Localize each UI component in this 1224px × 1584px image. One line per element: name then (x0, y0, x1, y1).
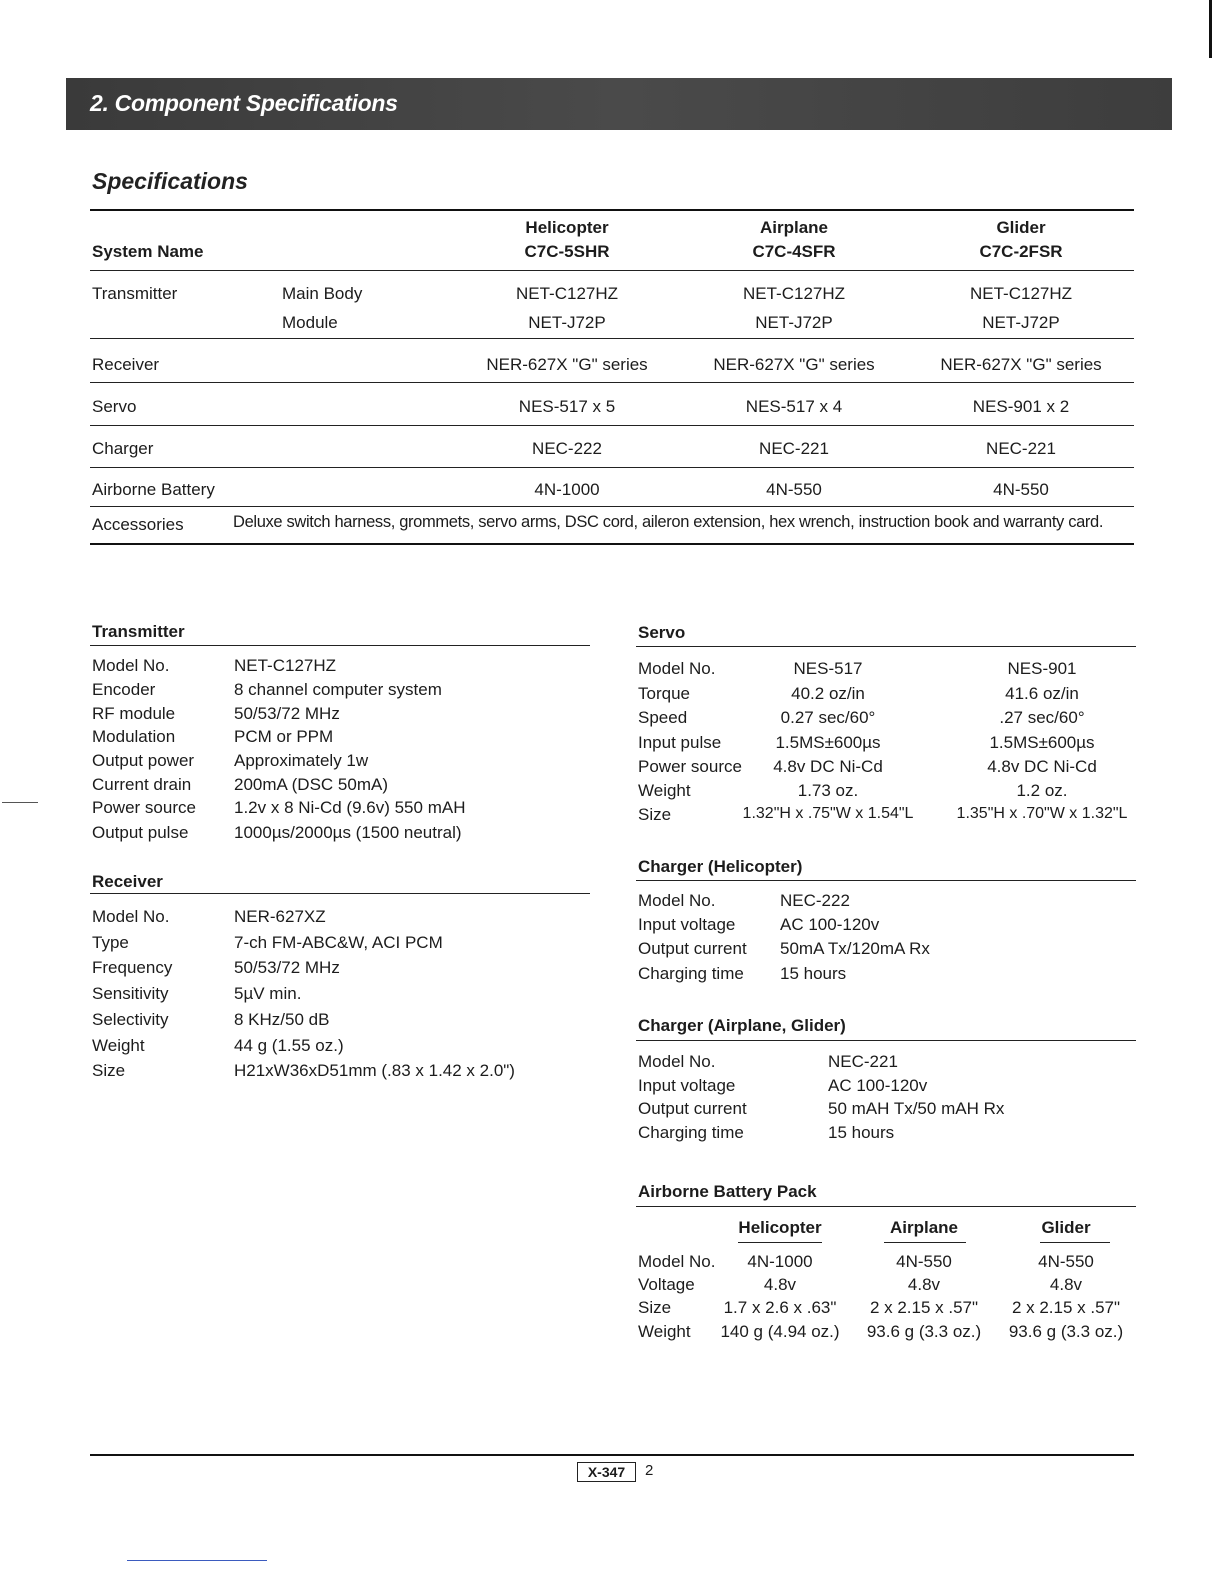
col-model-airplane: C7C-4SFR (752, 242, 836, 261)
spec-label: Weight (638, 781, 691, 800)
spec-value: 2 x 2.15 x .57" (869, 1298, 979, 1317)
spec-value: 1.5MS±600µs (775, 733, 881, 752)
table-row-sublabel: Main Body (282, 284, 363, 303)
table-row-label: Transmitter (92, 284, 178, 303)
spec-label: Model No. (638, 1052, 716, 1071)
spec-value: NES-901 (1007, 659, 1077, 678)
table-cell: NET-J72P (755, 313, 833, 332)
table-cell: 4N-1000 (534, 480, 600, 499)
servo-title: Servo (638, 623, 686, 642)
battery-col-glider: Glider (1041, 1218, 1091, 1237)
spec-value: 50 mAH Tx/50 mAH Rx (828, 1099, 1005, 1118)
spec-value: NET-C127HZ (234, 656, 337, 675)
table-rule (90, 338, 1134, 339)
spec-value: Approximately 1w (234, 751, 369, 770)
spec-label: Type (92, 933, 129, 952)
spec-value: 41.6 oz/in (1005, 684, 1079, 703)
table-cell: 4N-550 (993, 480, 1049, 499)
spec-value: 15 hours (828, 1123, 895, 1142)
spec-value: 50/53/72 MHz (234, 958, 340, 977)
spec-label: Input pulse (638, 733, 722, 752)
col-type-glider: Glider (996, 218, 1046, 237)
spec-value: 1.2 oz. (1016, 781, 1068, 800)
spec-value: 8 KHz/50 dB (234, 1010, 330, 1029)
spec-label: Model No. (92, 656, 170, 675)
spec-label: Model No. (638, 1252, 716, 1271)
table-cell: NES-901 x 2 (972, 397, 1070, 416)
table-row-label: Charger (92, 439, 154, 458)
table-row-label: Airborne Battery (92, 480, 215, 499)
spec-value: .27 sec/60° (999, 708, 1085, 727)
spec-label: Current drain (92, 775, 192, 794)
spec-value: 93.6 g (3.3 oz.) (866, 1322, 982, 1341)
table-cell: NER-627X "G" series (486, 355, 648, 374)
col-model-glider: C7C-2FSR (979, 242, 1063, 261)
table-cell: NES-517 x 4 (745, 397, 843, 416)
spec-value: 4.8v (1049, 1275, 1083, 1294)
receiver-title: Receiver (92, 872, 163, 891)
table-cell: NER-627X "G" series (713, 355, 875, 374)
spec-value: 7-ch FM-ABC&W, ACI PCM (234, 933, 443, 952)
table-rule (90, 382, 1134, 383)
spec-value: 4.8v DC Ni-Cd (987, 757, 1097, 776)
spec-label: RF module (92, 704, 176, 723)
table-cell: NET-C127HZ (969, 284, 1073, 303)
spec-value: 4.8v DC Ni-Cd (773, 757, 883, 776)
spec-value: H21xW36xD51mm (.83 x 1.42 x 2.0") (234, 1061, 515, 1080)
page-title: Specifications (92, 168, 248, 194)
spec-label: Speed (638, 708, 688, 727)
battery-header-underline (884, 1242, 966, 1243)
spec-value: 50/53/72 MHz (234, 704, 340, 723)
spec-value: 15 hours (780, 964, 847, 983)
spec-label: Model No. (92, 907, 170, 926)
table-row-label: Servo (92, 397, 137, 416)
spec-value: PCM or PPM (234, 727, 334, 746)
spec-value: 1.32"H x .75"W x 1.54"L (742, 805, 914, 822)
system-name-label: System Name (92, 242, 204, 261)
document-code: X-347 (577, 1462, 636, 1482)
battery-title: Airborne Battery Pack (638, 1182, 817, 1201)
spec-value: 40.2 oz/in (791, 684, 865, 703)
spec-value: 4N-550 (1038, 1252, 1094, 1271)
section-banner (66, 78, 1172, 130)
table-cell: NES-517 x 5 (518, 397, 616, 416)
spec-value: 140 g (4.94 oz.) (720, 1322, 840, 1341)
scan-artifact-line (127, 1560, 267, 1561)
section-rule (636, 646, 1136, 647)
table-cell: NET-C127HZ (515, 284, 619, 303)
spec-value: 50mA Tx/120mA Rx (780, 939, 930, 958)
spec-label: Encoder (92, 680, 156, 699)
spec-value: 1.2v x 8 Ni-Cd (9.6v) 550 mAH (234, 798, 466, 817)
charger-airplane-title: Charger (Airplane, Glider) (638, 1016, 846, 1035)
accessories-label: Accessories (92, 515, 184, 534)
table-rule (90, 425, 1134, 426)
col-type-airplane: Airplane (759, 218, 829, 237)
spec-value: NEC-221 (828, 1052, 898, 1071)
spec-value: 8 channel computer system (234, 680, 442, 699)
table-cell: NEC-222 (532, 439, 602, 458)
battery-header-underline (738, 1242, 822, 1243)
section-rule (90, 893, 590, 894)
table-cell: NEC-221 (986, 439, 1056, 458)
table-rule (90, 270, 1134, 271)
transmitter-title: Transmitter (92, 622, 185, 641)
spec-value: NEC-222 (780, 891, 850, 910)
scan-edge-mark (1209, 0, 1212, 58)
spec-value: AC 100-120v (828, 1076, 928, 1095)
battery-col-airplane: Airplane (889, 1218, 959, 1237)
spec-label: Input voltage (638, 1076, 736, 1095)
col-type-helicopter: Helicopter (525, 218, 609, 237)
table-rule (90, 467, 1134, 468)
spec-label: Modulation (92, 727, 176, 746)
spec-value: 4N-550 (896, 1252, 952, 1271)
table-row-sublabel: Module (282, 313, 338, 332)
section-rule (90, 645, 590, 646)
spec-label: Input voltage (638, 915, 736, 934)
spec-value: 200mA (DSC 50mA) (234, 775, 388, 794)
spec-label: Weight (92, 1036, 145, 1055)
spec-value: 4.8v (763, 1275, 797, 1294)
spec-label: Output pulse (92, 823, 189, 842)
spec-value: AC 100-120v (780, 915, 880, 934)
col-model-helicopter: C7C-5SHR (524, 242, 610, 261)
battery-header-underline (1040, 1242, 1110, 1243)
spec-label: Charging time (638, 964, 744, 983)
spec-label: Size (92, 1061, 126, 1080)
section-rule (636, 1206, 1136, 1207)
table-cell: NEC-221 (759, 439, 829, 458)
spec-value: 1.35"H x .70"W x 1.32"L (956, 805, 1128, 822)
spec-label: Model No. (638, 891, 716, 910)
spec-label: Output power (92, 751, 195, 770)
spec-label: Power source (92, 798, 196, 817)
accessories-text: Deluxe switch harness, grommets, servo arms, DSC cord, aileron extension, hex wrench, instruction book and warranty card. (233, 513, 1104, 531)
spec-value: 4.8v (907, 1275, 941, 1294)
spec-value: 93.6 g (3.3 oz.) (1008, 1322, 1124, 1341)
spec-label: Model No. (638, 659, 716, 678)
table-row-label: Receiver (92, 355, 160, 374)
table-bottom-rule (90, 543, 1134, 545)
spec-label: Frequency (92, 958, 173, 977)
spec-label: Torque (638, 684, 690, 703)
section-rule (636, 880, 1136, 881)
spec-value: 5µV min. (234, 984, 302, 1003)
spec-value: 2 x 2.15 x .57" (1011, 1298, 1121, 1317)
spec-label: Selectivity (92, 1010, 169, 1029)
charger-helicopter-title: Charger (Helicopter) (638, 857, 803, 876)
table-cell: 4N-550 (766, 480, 822, 499)
spec-label: Power source (638, 757, 742, 776)
spec-value: 44 g (1.55 oz.) (234, 1036, 344, 1055)
footer-rule (90, 1454, 1134, 1456)
spec-label: Charging time (638, 1123, 744, 1142)
banner-title: 2. Component Specifications (90, 90, 398, 116)
spec-label: Voltage (638, 1275, 695, 1294)
table-rule (90, 506, 1134, 507)
spec-label: Size (638, 805, 672, 824)
table-top-rule (90, 209, 1134, 211)
spec-value: 1.5MS±600µs (989, 733, 1095, 752)
spec-value: 1.73 oz. (797, 781, 859, 800)
table-cell: NET-J72P (528, 313, 606, 332)
spec-label: Size (638, 1298, 672, 1317)
battery-col-helicopter: Helicopter (738, 1218, 822, 1237)
spec-value: NES-517 (793, 659, 863, 678)
spec-label: Sensitivity (92, 984, 169, 1003)
table-cell: NET-J72P (982, 313, 1060, 332)
section-rule (636, 1040, 1136, 1041)
spec-label: Weight (638, 1322, 691, 1341)
spec-label: Output current (638, 1099, 747, 1118)
spec-value: 1.7 x 2.6 x .63" (723, 1298, 837, 1317)
spec-value: 1000µs/2000µs (1500 neutral) (234, 823, 462, 842)
spec-value: 0.27 sec/60° (780, 708, 876, 727)
page-number: 2 (645, 1462, 654, 1479)
scan-artifact-mark (2, 802, 38, 803)
table-cell: NET-C127HZ (742, 284, 846, 303)
spec-label: Output current (638, 939, 747, 958)
table-cell: NER-627X "G" series (940, 355, 1102, 374)
spec-value: NER-627XZ (234, 907, 326, 926)
spec-value: 4N-1000 (747, 1252, 813, 1271)
